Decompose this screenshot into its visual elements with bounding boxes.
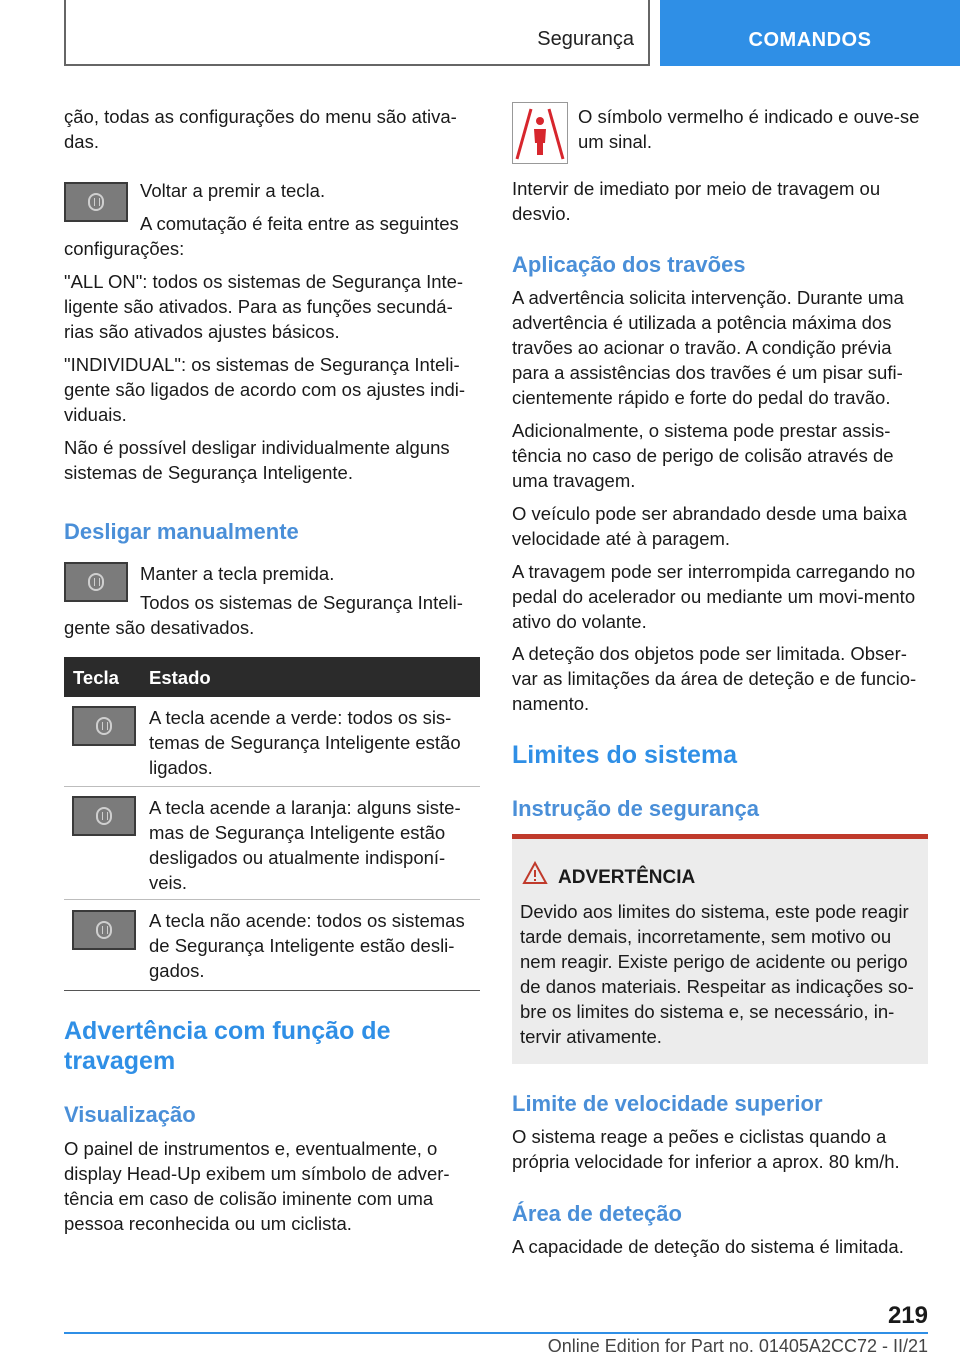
header-chapter-tab — [660, 0, 960, 66]
heading-limites: Limites do sistema — [512, 741, 738, 769]
heading-instrucao: Instrução de segurança — [512, 796, 759, 821]
table-col-estado: Estado — [149, 667, 211, 688]
header-chapter-title: COMANDOS — [748, 29, 872, 51]
table-divider — [64, 990, 480, 991]
paragraph-individual: "INDIVIDUAL": os sistemas de Segurança Inteli-gente são ligados de acordo com os ajustes indi-viduais. — [64, 354, 466, 425]
paragraph-allon: "ALL ON": todos os sistemas de Segurança Inte-ligente são ativados. Para as funções secundá-rias são ativados ajustes básicos. — [64, 271, 464, 342]
paragraph-todos: Todos os sistemas de Segurança Inteli-gente são desativados. — [64, 592, 463, 638]
table-divider — [64, 899, 480, 900]
table-col-tecla: Tecla — [73, 667, 119, 688]
assist-button-icon — [72, 796, 136, 836]
pedestrian-warning-icon — [512, 102, 568, 164]
heading-advertencia: Advertência com função de travagem — [64, 1017, 391, 1075]
paragraph-travagem: A travagem pode ser interrompida carregando no pedal do acelerador ou mediante um movi-mento ativo do volante. — [512, 561, 916, 632]
paragraph-painel: O painel de instrumentos e, eventualmente, o display Head-Up exibem um símbolo de adver-tência em caso de colisão iminente com uma pessoa reconhecida ou um ciclista. — [64, 1138, 450, 1234]
assist-button-icon — [72, 706, 136, 746]
header-section-box — [64, 0, 650, 66]
header-section-title: Segurança — [537, 28, 634, 50]
paragraph-btn1: Voltar a premir a tecla. — [140, 180, 326, 201]
paragraph-detecao: A deteção dos objetos pode ser limitada. Obser-var as limitações da área de deteção e de funcio-namento. — [512, 643, 917, 714]
paragraph-btn2: Manter a tecla premida. — [140, 563, 335, 584]
page-number: 219 — [887, 1302, 928, 1329]
table-row: A tecla acende a verde: todos os sis-temas de Segurança Inteligente estão ligados. — [149, 707, 461, 778]
table-row: A tecla acende a laranja: alguns siste-mas de Segurança Inteligente estão desligados ou atualmente indisponí-veis. — [149, 797, 461, 893]
heading-desligar: Desligar manualmente — [64, 519, 299, 544]
assist-button-icon — [72, 910, 136, 950]
table-divider — [64, 786, 480, 787]
paragraph-area: A capacidade de deteção do sistema é limitada. — [512, 1236, 904, 1257]
paragraph-adicional: Adicionalmente, o sistema pode prestar assis-tência no caso de perigo de colisão através de uma travagem. — [512, 420, 894, 491]
heading-visualizacao: Visualização — [64, 1102, 196, 1127]
warning-box — [512, 834, 928, 1064]
footer-edition: Online Edition for Part no. 01405A2CC72 - II/21 — [547, 1336, 928, 1356]
paragraph-veiculo: O veículo pode ser abrandado desde uma baixa velocidade até à paragem. — [512, 503, 907, 549]
paragraph-intro: ção, todas as configurações do menu são ativa-das. — [64, 106, 457, 152]
heading-velocidade: Limite de velocidade superior — [512, 1091, 823, 1116]
heading-area: Área de deteção — [512, 1201, 682, 1226]
heading-aplicacao: Aplicação dos travões — [512, 252, 746, 277]
warning-triangle-icon — [522, 861, 548, 890]
warning-text: Devido aos limites do sistema, este pode reagir tarde demais, incorretamente, sem motivo ou nem reagir. Existe perigo de acidente ou perigo de danos materiais. Respeitar as indicações so-bre os limites do sistema e, se necessário, in-tervir ativamente. — [520, 901, 914, 1047]
footer-divider — [64, 1332, 928, 1334]
paragraph-simbolo: O símbolo vermelho é indicado e ouve-se um sinal. — [578, 106, 920, 152]
paragraph-notpossible: Não é possível desligar individualmente alguns sistemas de Segurança Inteligente. — [64, 437, 450, 483]
table-header — [64, 657, 480, 697]
warning-title: ADVERTÊNCIA — [558, 867, 696, 888]
paragraph-intervir: Intervir de imediato por meio de travagem ou desvio. — [512, 178, 881, 224]
table-row: A tecla não acende: todos os sistemas de Segurança Inteligente estão desli-gados. — [149, 910, 465, 981]
paragraph-aplicacao: A advertência solicita intervenção. Durante uma advertência é utilizada a potência máxima dos travões ao acionar o travão. A condição prévia para a assistências dos travões é um pisar sufi-cientemente rápido e forte do pedal do travão. — [512, 287, 904, 408]
paragraph-velocidade: O sistema reage a peões e ciclistas quando a própria velocidade for inferior a aprox. 80 km/h. — [512, 1126, 900, 1172]
paragraph-switch: A comutação é feita entre as seguintes configurações: — [64, 213, 459, 259]
